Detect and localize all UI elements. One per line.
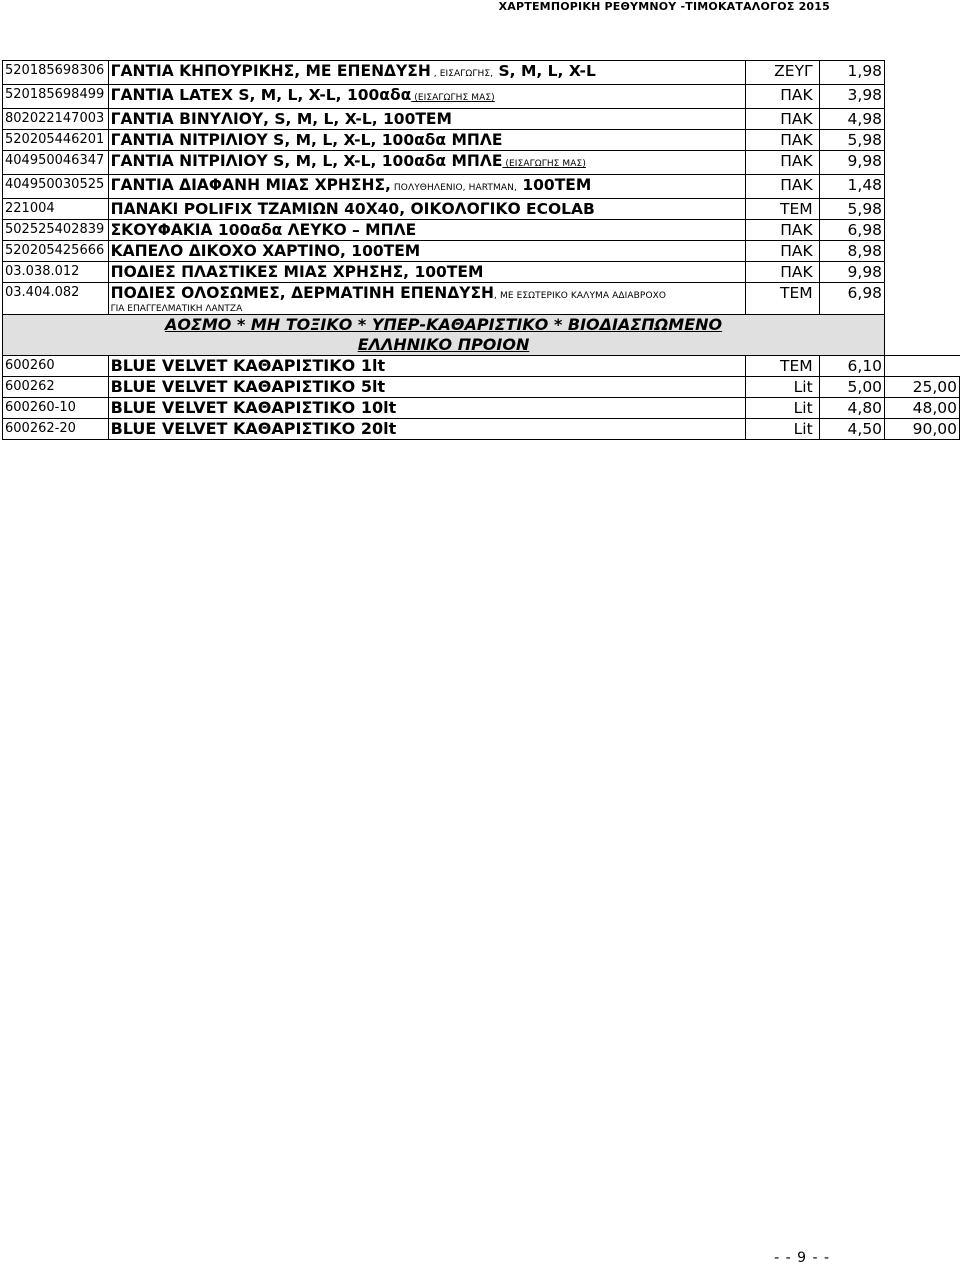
table-row <box>3 109 960 130</box>
table-row <box>3 85 960 109</box>
product-code: 600262 <box>3 377 109 398</box>
product-total <box>885 262 960 283</box>
page-number: - - 9 - - <box>774 1250 830 1266</box>
banner-origin: ΕΛΛΗΝΙΚΟ ΠΡΟΙΟΝ <box>357 335 530 354</box>
product-total <box>885 220 960 241</box>
product-features-banner <box>3 315 960 356</box>
product-total <box>885 109 960 130</box>
table-row <box>3 175 960 199</box>
price-list-table <box>2 60 960 440</box>
product-price: 1,48 <box>819 175 884 199</box>
product-total <box>885 61 960 85</box>
table-row <box>3 419 960 440</box>
product-total <box>885 356 960 377</box>
product-description: BLUE VELVET ΚΑΘΑΡΙΣΤΙΚΟ 20lt <box>108 419 746 440</box>
product-unit: ΠΑΚ <box>746 130 819 151</box>
product-price: 9,98 <box>819 151 884 175</box>
product-total <box>885 130 960 151</box>
product-total <box>885 151 960 175</box>
product-code: 404950046347 <box>3 151 109 175</box>
product-total <box>885 85 960 109</box>
product-total <box>885 283 960 315</box>
product-price: 8,98 <box>819 241 884 262</box>
product-description: BLUE VELVET ΚΑΘΑΡΙΣΤΙΚΟ 1lt <box>108 356 746 377</box>
product-code: 520185698306 <box>3 61 109 85</box>
product-price: 6,98 <box>819 283 884 315</box>
product-unit: ΠΑΚ <box>746 85 819 109</box>
product-code: 520205446201 <box>3 130 109 151</box>
product-unit: ΠΑΚ <box>746 109 819 130</box>
product-unit: ΤΕΜ <box>746 283 819 315</box>
table-row <box>3 283 960 315</box>
product-price: 1,98 <box>819 61 884 85</box>
product-code: 600260-10 <box>3 398 109 419</box>
product-code: 802022147003 <box>3 109 109 130</box>
product-unit: ΠΑΚ <box>746 220 819 241</box>
product-price: 9,98 <box>819 262 884 283</box>
product-total <box>885 241 960 262</box>
product-code: 520185698499 <box>3 85 109 109</box>
product-description: ΠΟΔΙΕΣ ΟΛΟΣΩΜΕΣ, ΔΕΡΜΑΤΙΝΗ ΕΠΕΝΔΥΣΗ, ΜΕ ΕΣΩΤΕΡΙΚΟ ΚΑΛΥΜΑ ΑΔΙΑΒΡΟΧΟ ΓΙΑ ΕΠΑΓΓΕΛΜΑΤΙΚΗ ΛΑΝΤΖΑ <box>108 283 746 315</box>
product-total: 90,00 <box>885 419 960 440</box>
product-unit: ΠΑΚ <box>746 175 819 199</box>
table-row <box>3 398 960 419</box>
table-row <box>3 130 960 151</box>
product-total <box>885 175 960 199</box>
product-description: ΓΑΝΤΙΑ ΝΙΤΡΙΛΙΟΥ S, M, L, X-L, 100αδα ΜΠΛΕ <box>108 130 746 151</box>
product-description: ΠΟΔΙΕΣ ΠΛΑΣΤΙΚΕΣ ΜΙΑΣ ΧΡΗΣΗΣ, 100ΤΕΜ <box>108 262 746 283</box>
product-description: ΓΑΝΤΙΑ ΝΙΤΡΙΛΙΟΥ S, M, L, X-L, 100αδα ΜΠΛΕ (ΕΙΣΑΓΩΓΗΣ ΜΑΣ) <box>108 151 746 175</box>
product-unit: ΠΑΚ <box>746 151 819 175</box>
product-description: ΓΑΝΤΙΑ LATEX S, M, L, X-L, 100αδα (ΕΙΣΑΓΩΓΗΣ ΜΑΣ) <box>108 85 746 109</box>
table-row <box>3 61 960 85</box>
table-row <box>3 356 960 377</box>
table-row <box>3 241 960 262</box>
product-total: 48,00 <box>885 398 960 419</box>
product-price: 6,10 <box>819 356 884 377</box>
product-code: 520205425666 <box>3 241 109 262</box>
product-price: 4,98 <box>819 109 884 130</box>
product-unit: ΠΑΚ <box>746 241 819 262</box>
product-price: 3,98 <box>819 85 884 109</box>
product-price: 4,50 <box>819 419 884 440</box>
table-row <box>3 377 960 398</box>
product-code: 502525402839 <box>3 220 109 241</box>
product-code: 404950030525 <box>3 175 109 199</box>
product-description: ΚΑΠΕΛΟ ΔΙΚΟΧΟ ΧΑΡΤΙΝΟ, 100ΤΕΜ <box>108 241 746 262</box>
table-row <box>3 199 960 220</box>
product-total <box>885 199 960 220</box>
banner-features: ΑΟΣΜΟ * ΜΗ ΤΟΞΙΚΟ * ΥΠΕΡ-ΚΑΘΑΡΙΣΤΙΚΟ * ΒΙΟΔΙΑΣΠΩΜΕΝΟ <box>164 315 723 334</box>
product-unit: ΖΕΥΓ <box>746 61 819 85</box>
table-row <box>3 151 960 175</box>
product-code: 600260 <box>3 356 109 377</box>
product-price: 6,98 <box>819 220 884 241</box>
product-code: 03.038.012 <box>3 262 109 283</box>
table-row <box>3 262 960 283</box>
page-header-title: ΧΑΡΤΕΜΠΟΡΙΚΗ ΡΕΘΥΜΝΟΥ -ΤΙΜΟΚΑΤΑΛΟΓΟΣ 2015 <box>498 0 830 13</box>
product-unit: Lit <box>746 377 819 398</box>
product-description: ΓΑΝΤΙΑ ΒΙΝΥΛΙΟΥ, S, M, L, X-L, 100ΤΕΜ <box>108 109 746 130</box>
product-unit: ΤΕΜ <box>746 356 819 377</box>
product-total: 25,00 <box>885 377 960 398</box>
product-description: ΓΑΝΤΙΑ ΚΗΠΟΥΡΙΚΗΣ, ΜΕ ΕΠΕΝΔΥΣΗ , ΕΙΣΑΓΩΓΗΣ, S, M, L, X-L <box>108 61 746 85</box>
product-description: ΠΑΝΑΚΙ POLIFIX ΤΖΑΜΙΩΝ 40Χ40, ΟΙΚΟΛΟΓΙΚΟ ECOLAB <box>108 199 746 220</box>
product-subnote: ΓΙΑ ΕΠΑΓΓΕΛΜΑΤΙΚΗ ΛΑΝΤΖΑ <box>110 304 243 314</box>
product-unit: Lit <box>746 419 819 440</box>
product-price: 5,98 <box>819 199 884 220</box>
product-code: 03.404.082 <box>3 283 109 315</box>
product-code: 221004 <box>3 199 109 220</box>
product-description: BLUE VELVET ΚΑΘΑΡΙΣΤΙΚΟ 10lt <box>108 398 746 419</box>
product-price: 5,98 <box>819 130 884 151</box>
product-price: 4,80 <box>819 398 884 419</box>
product-description: ΓΑΝΤΙΑ ΔΙΑΦΑΝΗ ΜΙΑΣ ΧΡΗΣΗΣ, ΠΟΛΥΘΗΛΕΝΙΟ, HARTMAN, 100ΤΕΜ <box>108 175 746 199</box>
product-unit: Lit <box>746 398 819 419</box>
product-price: 5,00 <box>819 377 884 398</box>
product-unit: ΤΕΜ <box>746 199 819 220</box>
product-code: 600262-20 <box>3 419 109 440</box>
product-description: BLUE VELVET ΚΑΘΑΡΙΣΤΙΚΟ 5lt <box>108 377 746 398</box>
table-row <box>3 220 960 241</box>
product-unit: ΠΑΚ <box>746 262 819 283</box>
product-description: ΣΚΟΥΦΑΚΙΑ 100αδα ΛΕΥΚΟ – ΜΠΛΕ <box>108 220 746 241</box>
